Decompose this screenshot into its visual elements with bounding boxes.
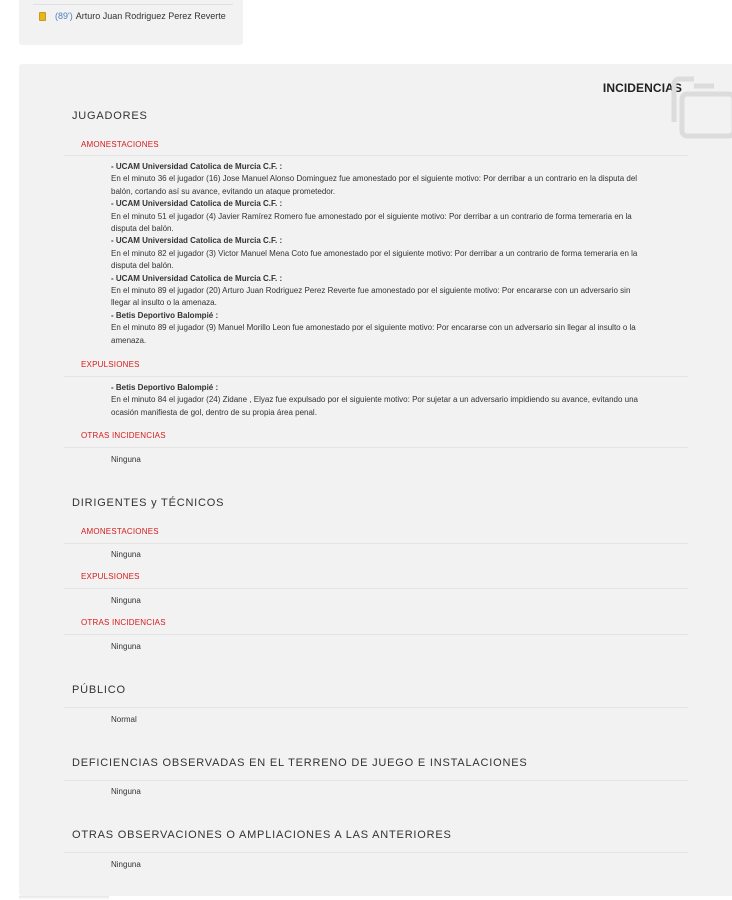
expulsiones-value: Ninguna [111,596,141,605]
clipboard-icon [668,70,732,140]
otras-value: Ninguna [111,642,141,651]
section-title-publico: PÚBLICO [72,684,126,696]
divider [64,588,688,589]
entry-text: En el minuto 84 el jugador (24) Zidane , Elyaz fue expulsado por el siguiente motivo: Por sujetar a un adversario impidiendo su avance, evitando una ocasión manifiesta de gol, dentro de su propia área penal. [111,395,638,417]
divider [64,852,688,853]
entry-text: En el minuto 51 el jugador (4) Javier Ramírez Romero fue amonestado por el siguiente motivo: Por derribar a un contrario de forma temeraria en la disputa del balón. [111,211,632,234]
subsection-expulsiones-dirigentes: EXPULSIONES [81,572,140,581]
divider [64,543,688,544]
entry-text: En el minuto 82 el jugador (3) Victor Manuel Mena Coto fue amonestado por el siguiente motivo: Por derribar a un contrario de forma temeraria en la disputa del balón. [111,248,638,271]
entry-team: - UCAM Universidad Catolica de Murcia C.F. : [111,236,283,246]
footer-shadow [19,896,109,900]
subsection-amonestaciones-jugadores: AMONESTACIONES [81,140,159,149]
amonestaciones-list [111,161,651,347]
subsection-otras-dirigentes: OTRAS INCIDENCIAS [81,618,166,627]
subsection-expulsiones-jugadores: EXPULSIONES [81,360,140,369]
otras-observaciones-value: Ninguna [111,860,141,869]
list-item [111,382,651,419]
list-item [111,235,651,272]
subsection-otras-jugadores: OTRAS INCIDENCIAS [81,431,166,440]
divider [64,155,688,156]
deficiencias-value: Ninguna [111,787,141,796]
entry-team: - UCAM Universidad Catolica de Murcia C.F. : [111,199,283,209]
yellow-card-icon [39,12,46,21]
entry-text: En el minuto 89 el jugador (9) Manuel Morillo Leon fue amonestado por el siguiente motivo: Por encararse con un adversario sin llegar al insulto o la amenaza. [111,323,636,345]
panel-title: INCIDENCIAS [602,81,682,95]
entry-team: - Betis Deportivo Balompié : [111,383,219,392]
section-title-otras-observaciones: OTRAS OBSERVACIONES O AMPLIACIONES A LAS ANTERIORES [72,829,452,841]
entry-team: - Betis Deportivo Balompié : [111,310,219,320]
entry-team: - UCAM Universidad Catolica de Murcia C.F. : [111,162,283,171]
divider [64,634,688,635]
list-item [111,273,651,310]
section-title-dirigentes: DIRIGENTES y TÉCNICOS [72,497,225,509]
list-item [111,198,651,235]
publico-value: Normal [111,715,137,724]
divider [64,707,688,708]
entry-text: En el minuto 36 el jugador (16) Jose Manuel Alonso Dominguez fue amonestado por el siguiente motivo: Por derribar a un contrario en la disputa del balón, cortando así su avance, evitando un ataque prometedor. [111,174,638,196]
entry-text: En el minuto 89 el jugador (20) Arturo Juan Rodriguez Perez Reverte fue amonestado por el siguiente motivo: Por encararse con un adversario sin llegar al insulto o la amenaza. [111,286,631,308]
event-minute[interactable]: (89') [55,10,73,21]
expulsiones-list [111,382,651,419]
list-item [111,161,651,198]
section-title-jugadores: JUGADORES [72,110,148,122]
event-row [39,10,226,21]
event-summary-card [19,0,243,45]
list-item [111,310,651,347]
entry-team: - UCAM Universidad Catolica de Murcia C.F. : [111,273,283,283]
divider [64,376,688,377]
event-player: Arturo Juan Rodriguez Perez Reverte [75,10,226,21]
otras-value: Ninguna [111,455,141,464]
divider [64,447,688,448]
divider [64,780,688,781]
incidencias-panel [19,64,732,896]
amonestaciones-value: Ninguna [111,550,141,559]
section-title-deficiencias: DEFICIENCIAS OBSERVADAS EN EL TERRENO DE JUEGO E INSTALACIONES [72,757,528,769]
card-divider [33,4,233,5]
subsection-amonestaciones-dirigentes: AMONESTACIONES [81,527,159,536]
